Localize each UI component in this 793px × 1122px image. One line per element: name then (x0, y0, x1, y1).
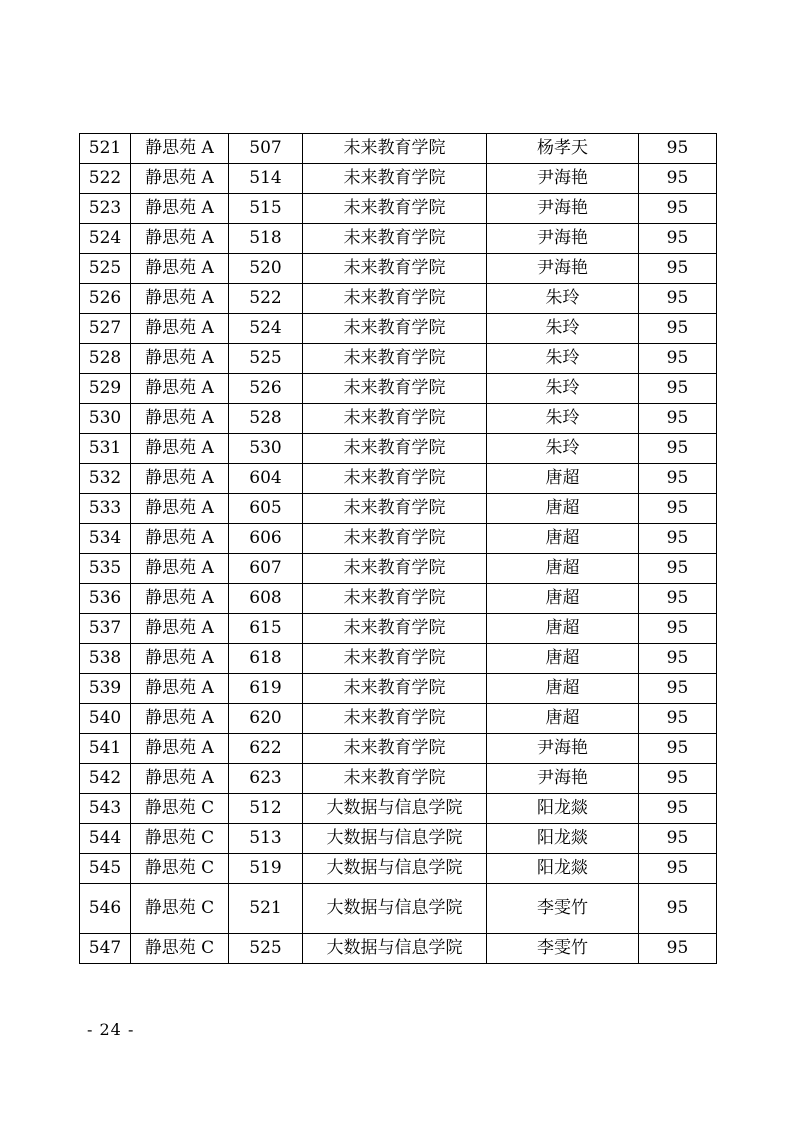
score-cell: 95 (639, 284, 717, 314)
room-cell: 606 (229, 524, 303, 554)
room-cell: 620 (229, 704, 303, 734)
building-cell: 静思苑 A (131, 404, 229, 434)
room-cell: 619 (229, 674, 303, 704)
score-cell: 95 (639, 404, 717, 434)
table-row (80, 854, 717, 884)
row-number-cell: 547 (80, 934, 131, 964)
score-cell: 95 (639, 674, 717, 704)
table-row (80, 584, 717, 614)
room-cell: 525 (229, 344, 303, 374)
row-number-cell: 528 (80, 344, 131, 374)
building-cell: 静思苑 A (131, 134, 229, 164)
table-row (80, 224, 717, 254)
room-cell: 528 (229, 404, 303, 434)
score-cell: 95 (639, 494, 717, 524)
college-cell: 未来教育学院 (303, 134, 487, 164)
college-cell: 大数据与信息学院 (303, 934, 487, 964)
person-cell: 尹海艳 (487, 194, 639, 224)
building-cell: 静思苑 A (131, 704, 229, 734)
row-number-cell: 530 (80, 404, 131, 434)
room-cell: 521 (229, 884, 303, 934)
row-number-cell: 545 (80, 854, 131, 884)
row-number-cell: 534 (80, 524, 131, 554)
score-cell: 95 (639, 374, 717, 404)
row-number-cell: 544 (80, 824, 131, 854)
college-cell: 未来教育学院 (303, 764, 487, 794)
room-cell: 515 (229, 194, 303, 224)
row-number-cell: 536 (80, 584, 131, 614)
score-cell: 95 (639, 224, 717, 254)
row-number-cell: 526 (80, 284, 131, 314)
table-row (80, 404, 717, 434)
row-number-cell: 535 (80, 554, 131, 584)
college-cell: 大数据与信息学院 (303, 854, 487, 884)
table-row (80, 934, 717, 964)
score-cell: 95 (639, 554, 717, 584)
score-cell: 95 (639, 584, 717, 614)
score-cell: 95 (639, 164, 717, 194)
row-number-cell: 525 (80, 254, 131, 284)
room-cell: 607 (229, 554, 303, 584)
row-number-cell: 532 (80, 464, 131, 494)
score-cell: 95 (639, 254, 717, 284)
college-cell: 未来教育学院 (303, 464, 487, 494)
table-row (80, 464, 717, 494)
person-cell: 唐超 (487, 674, 639, 704)
room-cell: 520 (229, 254, 303, 284)
table-row (80, 704, 717, 734)
table-row (80, 134, 717, 164)
row-number-cell: 523 (80, 194, 131, 224)
row-number-cell: 531 (80, 434, 131, 464)
row-number-cell: 537 (80, 614, 131, 644)
college-cell: 未来教育学院 (303, 374, 487, 404)
score-cell: 95 (639, 464, 717, 494)
college-cell: 未来教育学院 (303, 194, 487, 224)
college-cell: 未来教育学院 (303, 674, 487, 704)
table-row (80, 764, 717, 794)
building-cell: 静思苑 C (131, 934, 229, 964)
table-row (80, 884, 717, 934)
college-cell: 未来教育学院 (303, 614, 487, 644)
person-cell: 阳龙燚 (487, 824, 639, 854)
person-cell: 唐超 (487, 464, 639, 494)
table-row (80, 314, 717, 344)
table-row (80, 434, 717, 464)
room-cell: 519 (229, 854, 303, 884)
row-number-cell: 546 (80, 884, 131, 934)
building-cell: 静思苑 C (131, 854, 229, 884)
person-cell: 尹海艳 (487, 254, 639, 284)
building-cell: 静思苑 A (131, 614, 229, 644)
room-cell: 530 (229, 434, 303, 464)
person-cell: 尹海艳 (487, 734, 639, 764)
college-cell: 未来教育学院 (303, 704, 487, 734)
college-cell: 大数据与信息学院 (303, 884, 487, 934)
building-cell: 静思苑 A (131, 374, 229, 404)
person-cell: 朱玲 (487, 344, 639, 374)
college-cell: 未来教育学院 (303, 224, 487, 254)
person-cell: 朱玲 (487, 374, 639, 404)
table-row (80, 284, 717, 314)
college-cell: 未来教育学院 (303, 284, 487, 314)
row-number-cell: 529 (80, 374, 131, 404)
building-cell: 静思苑 A (131, 344, 229, 374)
college-cell: 未来教育学院 (303, 404, 487, 434)
score-cell: 95 (639, 704, 717, 734)
room-cell: 518 (229, 224, 303, 254)
building-cell: 静思苑 A (131, 254, 229, 284)
person-cell: 阳龙燚 (487, 794, 639, 824)
college-cell: 未来教育学院 (303, 524, 487, 554)
college-cell: 大数据与信息学院 (303, 794, 487, 824)
college-cell: 未来教育学院 (303, 644, 487, 674)
score-cell: 95 (639, 934, 717, 964)
person-cell: 李雯竹 (487, 934, 639, 964)
table-row (80, 674, 717, 704)
building-cell: 静思苑 A (131, 554, 229, 584)
row-number-cell: 533 (80, 494, 131, 524)
row-number-cell: 521 (80, 134, 131, 164)
room-cell: 608 (229, 584, 303, 614)
row-number-cell: 541 (80, 734, 131, 764)
building-cell: 静思苑 A (131, 674, 229, 704)
table-row (80, 794, 717, 824)
college-cell: 大数据与信息学院 (303, 824, 487, 854)
score-cell: 95 (639, 194, 717, 224)
table-row (80, 824, 717, 854)
room-cell: 522 (229, 284, 303, 314)
building-cell: 静思苑 A (131, 314, 229, 344)
college-cell: 未来教育学院 (303, 314, 487, 344)
person-cell: 唐超 (487, 614, 639, 644)
score-cell: 95 (639, 824, 717, 854)
page-number: - 24 - (87, 1020, 135, 1039)
building-cell: 静思苑 A (131, 734, 229, 764)
room-cell: 623 (229, 764, 303, 794)
building-cell: 静思苑 A (131, 494, 229, 524)
table-row (80, 644, 717, 674)
score-cell: 95 (639, 614, 717, 644)
person-cell: 朱玲 (487, 284, 639, 314)
college-cell: 未来教育学院 (303, 554, 487, 584)
building-cell: 静思苑 A (131, 584, 229, 614)
college-cell: 未来教育学院 (303, 494, 487, 524)
building-cell: 静思苑 A (131, 434, 229, 464)
room-cell: 526 (229, 374, 303, 404)
dormitory-score-table (79, 133, 717, 964)
building-cell: 静思苑 C (131, 884, 229, 934)
person-cell: 尹海艳 (487, 224, 639, 254)
room-cell: 513 (229, 824, 303, 854)
score-cell: 95 (639, 854, 717, 884)
row-number-cell: 527 (80, 314, 131, 344)
room-cell: 605 (229, 494, 303, 524)
table-row (80, 614, 717, 644)
person-cell: 朱玲 (487, 404, 639, 434)
college-cell: 未来教育学院 (303, 344, 487, 374)
table-body (80, 134, 717, 964)
table-row (80, 734, 717, 764)
building-cell: 静思苑 C (131, 794, 229, 824)
row-number-cell: 539 (80, 674, 131, 704)
room-cell: 615 (229, 614, 303, 644)
person-cell: 杨孝天 (487, 134, 639, 164)
score-cell: 95 (639, 434, 717, 464)
college-cell: 未来教育学院 (303, 584, 487, 614)
building-cell: 静思苑 A (131, 764, 229, 794)
score-cell: 95 (639, 524, 717, 554)
room-cell: 604 (229, 464, 303, 494)
room-cell: 512 (229, 794, 303, 824)
score-cell: 95 (639, 134, 717, 164)
row-number-cell: 538 (80, 644, 131, 674)
person-cell: 朱玲 (487, 434, 639, 464)
building-cell: 静思苑 A (131, 164, 229, 194)
score-cell: 95 (639, 314, 717, 344)
score-cell: 95 (639, 764, 717, 794)
person-cell: 尹海艳 (487, 164, 639, 194)
building-cell: 静思苑 A (131, 464, 229, 494)
table-row (80, 554, 717, 584)
table-row (80, 344, 717, 374)
row-number-cell: 540 (80, 704, 131, 734)
room-cell: 514 (229, 164, 303, 194)
building-cell: 静思苑 A (131, 224, 229, 254)
room-cell: 618 (229, 644, 303, 674)
room-cell: 622 (229, 734, 303, 764)
row-number-cell: 542 (80, 764, 131, 794)
person-cell: 唐超 (487, 584, 639, 614)
building-cell: 静思苑 A (131, 644, 229, 674)
building-cell: 静思苑 A (131, 284, 229, 314)
table-row (80, 194, 717, 224)
room-cell: 507 (229, 134, 303, 164)
person-cell: 阳龙燚 (487, 854, 639, 884)
table-row (80, 494, 717, 524)
table-row (80, 254, 717, 284)
table-row (80, 164, 717, 194)
score-cell: 95 (639, 644, 717, 674)
score-cell: 95 (639, 884, 717, 934)
person-cell: 唐超 (487, 494, 639, 524)
row-number-cell: 524 (80, 224, 131, 254)
table-row (80, 524, 717, 554)
person-cell: 唐超 (487, 554, 639, 584)
person-cell: 唐超 (487, 644, 639, 674)
college-cell: 未来教育学院 (303, 164, 487, 194)
score-cell: 95 (639, 344, 717, 374)
building-cell: 静思苑 C (131, 824, 229, 854)
score-cell: 95 (639, 794, 717, 824)
table-row (80, 374, 717, 404)
building-cell: 静思苑 A (131, 524, 229, 554)
college-cell: 未来教育学院 (303, 254, 487, 284)
person-cell: 唐超 (487, 704, 639, 734)
college-cell: 未来教育学院 (303, 734, 487, 764)
score-cell: 95 (639, 734, 717, 764)
room-cell: 525 (229, 934, 303, 964)
person-cell: 李雯竹 (487, 884, 639, 934)
row-number-cell: 522 (80, 164, 131, 194)
college-cell: 未来教育学院 (303, 434, 487, 464)
room-cell: 524 (229, 314, 303, 344)
person-cell: 朱玲 (487, 314, 639, 344)
person-cell: 唐超 (487, 524, 639, 554)
row-number-cell: 543 (80, 794, 131, 824)
person-cell: 尹海艳 (487, 764, 639, 794)
building-cell: 静思苑 A (131, 194, 229, 224)
